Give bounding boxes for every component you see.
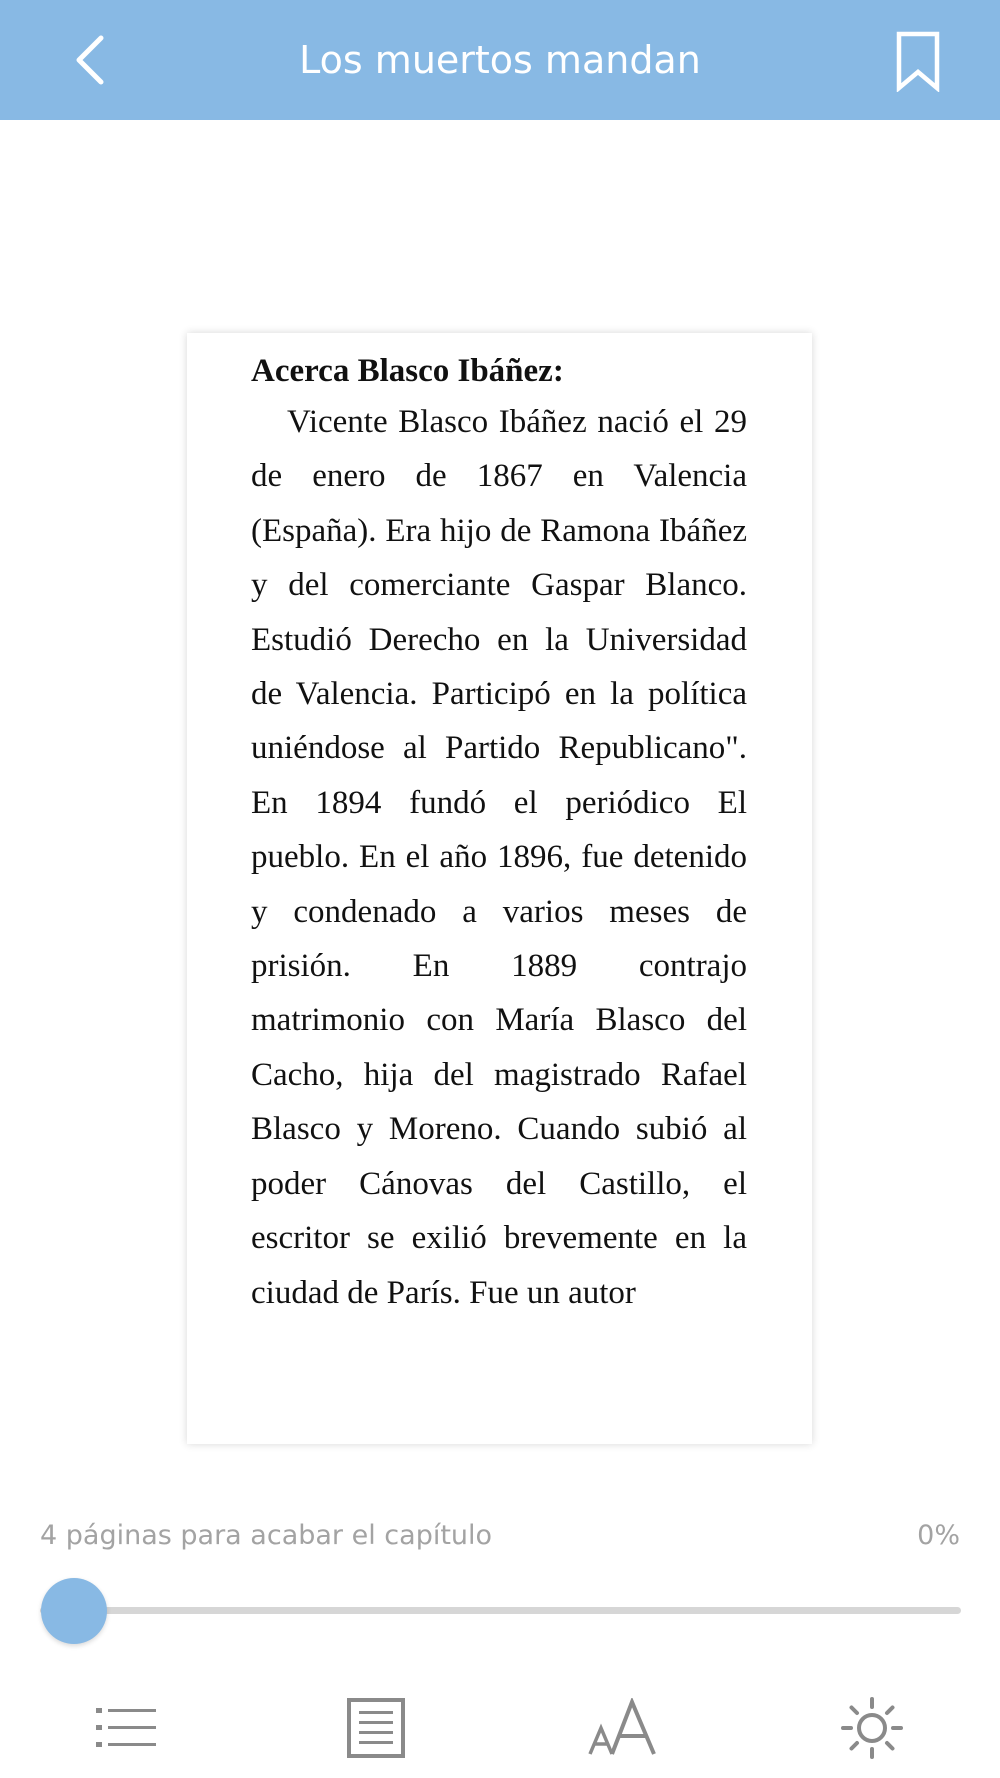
book-page[interactable] [187,333,812,1444]
page-notes-icon [346,1697,406,1759]
brightness-button[interactable] [832,1690,912,1766]
bookmark-icon [895,30,941,92]
slider-thumb[interactable] [41,1578,107,1644]
page-content [251,347,747,1320]
page-notes-button[interactable] [336,1690,416,1766]
section-heading: Acerca Blasco Ibáñez: [251,353,564,389]
font-size-button[interactable] [584,1690,664,1766]
back-button[interactable] [60,28,120,92]
slider-track [40,1607,961,1614]
brightness-icon [840,1696,904,1760]
pages-remaining-text: 4 páginas para acabar el capítulo [40,1520,493,1551]
page-body-text: Vicente Blasco Ibáñez nació el 29 de enero de 1867 en Valencia (España). Era hijo de Ramona Ibáñez y del comerciante Gaspar Blanco. Estudió Derecho en la Universidad de Valencia. Participó en la política uniéndose al Partido Republicano". En 1894 fundó el periódico El pueblo. En el año 1896, fue detenido y condenado a varios meses de prisión. En 1889 contrajo matrimonio con María Blasco del Cacho, hija del magistrado Rafael Blasco y Moreno. Cuando subió al poder Cánovas del Castillo, el escritor se exilió brevemente en la ciudad de París. Fue un autor [251,404,747,1311]
book-title: Los muertos mandan [299,38,701,82]
chevron-left-icon [73,34,107,86]
reading-progress-slider[interactable] [40,1604,961,1618]
progress-percent: 0% [917,1520,960,1551]
font-size-icon [588,1698,660,1758]
table-of-contents-button[interactable] [86,1690,166,1766]
top-navigation-bar [0,0,1000,120]
bookmark-button[interactable] [888,26,948,96]
table-of-contents-icon [94,1703,158,1753]
